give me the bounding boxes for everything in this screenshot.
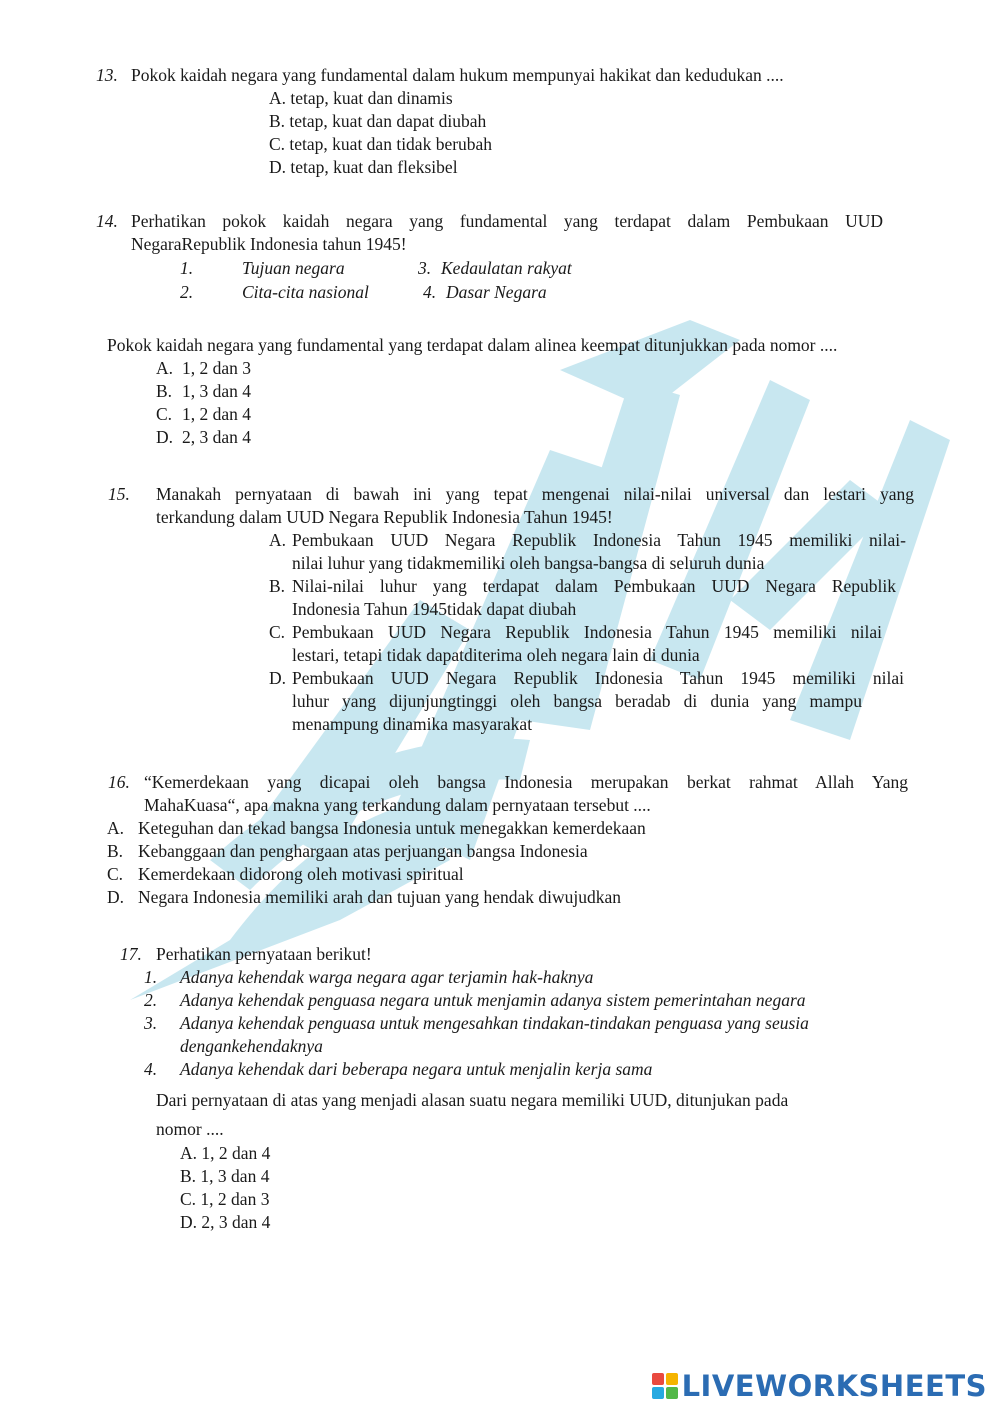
q15-text-line1: Manakah pernyataan di bawah ini yang tepat mengenai nilai-nilai universal dan lestari yang bbox=[156, 484, 914, 504]
q14-item-num: 3. bbox=[418, 258, 432, 278]
q17-option-a[interactable]: A. 1, 2 dan 4 bbox=[180, 1143, 271, 1163]
q16-text-line1: “Kemerdekaan yang dicapai oleh bangsa Indonesia merupakan berkat rahmat Allah Yang bbox=[144, 772, 908, 792]
q16-option-letter[interactable]: D. bbox=[107, 887, 125, 907]
q17-item-text-cont: dengankehendaknya bbox=[180, 1036, 323, 1056]
q16-option-letter[interactable]: A. bbox=[107, 818, 125, 838]
q16-option-text[interactable]: Negara Indonesia memiliki arah dan tujuan yang hendak diwujudkan bbox=[138, 887, 622, 907]
q17-option-c[interactable]: C. 1, 2 dan 3 bbox=[180, 1189, 270, 1209]
q17-item-text: Adanya kehendak dari beberapa negara untuk menjalin kerja sama bbox=[180, 1059, 653, 1079]
q14-option-letter[interactable]: B. bbox=[156, 381, 173, 401]
q17-item-num: 1. bbox=[144, 967, 158, 987]
q16-option-letter[interactable]: C. bbox=[107, 864, 124, 884]
q16-text-line2: MahaKuasa“, apa makna yang terkandung dalam pernyataan tersebut .... bbox=[144, 795, 651, 815]
q15-option-text[interactable]: lestari, tetapi tidak dapatditerima oleh negara lain di dunia bbox=[292, 645, 700, 665]
q13-text: Pokok kaidah negara yang fundamental dalam hukum mempunyai hakikat dan kedudukan .... bbox=[131, 65, 784, 85]
q14-option-text[interactable]: 2, 3 dan 4 bbox=[182, 427, 252, 447]
q17-question-line2: nomor .... bbox=[156, 1119, 224, 1139]
q16-option-letter[interactable]: B. bbox=[107, 841, 124, 861]
q14-item-num: 4. bbox=[423, 282, 437, 302]
q17-item-num: 4. bbox=[144, 1059, 158, 1079]
q16-option-text[interactable]: Keteguhan dan tekad bangsa Indonesia untuk menegakkan kemerdekaan bbox=[138, 818, 646, 838]
q14-number: 14. bbox=[96, 211, 118, 231]
q14-option-letter[interactable]: D. bbox=[156, 427, 174, 447]
q17-text: Perhatikan pernyataan berikut! bbox=[156, 944, 372, 964]
q15-option-text[interactable]: menampung dinamika masyarakat bbox=[292, 714, 533, 734]
q15-option-letter[interactable]: D. bbox=[269, 668, 287, 688]
q16-option-text[interactable]: Kebanggaan dan penghargaan atas perjuangan bangsa Indonesia bbox=[138, 841, 588, 861]
q14-item-num: 2. bbox=[180, 282, 194, 302]
q16-number: 16. bbox=[108, 772, 130, 792]
q17-item-text: Adanya kehendak penguasa untuk mengesahkan tindakan-tindakan penguasa yang seusia bbox=[180, 1013, 809, 1033]
liveworksheets-icon bbox=[652, 1373, 678, 1399]
q17-option-d[interactable]: D. 2, 3 dan 4 bbox=[180, 1212, 271, 1232]
q15-option-text[interactable]: Nilai-nilai luhur yang terdapat dalam Pembukaan UUD Negara Republik bbox=[292, 576, 896, 596]
q14-option-text[interactable]: 1, 2 dan 4 bbox=[182, 404, 252, 424]
q15-option-letter[interactable]: C. bbox=[269, 622, 286, 642]
q15-option-letter[interactable]: A. bbox=[269, 530, 287, 550]
q15-option-letter[interactable]: B. bbox=[269, 576, 286, 596]
q14-item-text: Tujuan negara bbox=[242, 258, 345, 278]
q17-question-line1: Dari pernyataan di atas yang menjadi alasan suatu negara memiliki UUD, ditunjukan pada bbox=[156, 1090, 789, 1110]
q14-option-text[interactable]: 1, 3 dan 4 bbox=[182, 381, 252, 401]
q14-option-letter[interactable]: A. bbox=[156, 358, 174, 378]
q15-option-text[interactable]: Pembukaan UUD Negara Republik Indonesia Tahun 1945 memiliki nilai- bbox=[292, 530, 906, 550]
q17-item-text: Adanya kehendak warga negara agar terjamin hak-haknya bbox=[180, 967, 594, 987]
q15-option-text[interactable]: Pembukaan UUD Negara Republik Indonesia Tahun 1945 memiliki nilai bbox=[292, 622, 882, 642]
q15-option-text[interactable]: luhur yang dijunjungtinggi oleh bangsa beradab di dunia yang mampu bbox=[292, 691, 862, 711]
q16-option-text[interactable]: Kemerdekaan didorong oleh motivasi spiritual bbox=[138, 864, 464, 884]
q15-option-text[interactable]: Indonesia Tahun 1945tidak dapat diubah bbox=[292, 599, 577, 619]
q15-option-text[interactable]: Pembukaan UUD Negara Republik Indonesia Tahun 1945 memiliki nilai bbox=[292, 668, 904, 688]
q14-text-line2: NegaraRepublik Indonesia tahun 1945! bbox=[131, 234, 407, 254]
q17-option-b[interactable]: B. 1, 3 dan 4 bbox=[180, 1166, 270, 1186]
q14-question: Pokok kaidah negara yang fundamental yang terdapat dalam alinea keempat ditunjukkan pada nomor .... bbox=[107, 335, 838, 355]
q13-number: 13. bbox=[96, 65, 118, 85]
q14-text-line1: Perhatikan pokok kaidah negara yang fundamental yang terdapat dalam Pembukaan UUD bbox=[131, 211, 883, 231]
q14-option-text[interactable]: 1, 2 dan 3 bbox=[182, 358, 252, 378]
q14-item-num: 1. bbox=[180, 258, 194, 278]
q15-number: 15. bbox=[108, 484, 130, 504]
q13-option-c[interactable]: C. tetap, kuat dan tidak berubah bbox=[269, 134, 493, 154]
q14-item-text: Dasar Negara bbox=[446, 282, 547, 302]
liveworksheets-logo[interactable] bbox=[652, 1368, 987, 1403]
q17-item-text: Adanya kehendak penguasa negara untuk menjamin adanya sistem pemerintahan negara bbox=[180, 990, 806, 1010]
q14-item-text: Kedaulatan rakyat bbox=[441, 258, 572, 278]
q15-text-line2: terkandung dalam UUD Negara Republik Indonesia Tahun 1945! bbox=[156, 507, 613, 527]
q14-option-letter[interactable]: C. bbox=[156, 404, 173, 424]
q13-option-a[interactable]: A. tetap, kuat dan dinamis bbox=[269, 88, 453, 108]
q13-option-d[interactable]: D. tetap, kuat dan fleksibel bbox=[269, 157, 458, 177]
q14-item-text: Cita-cita nasional bbox=[242, 282, 369, 302]
q17-item-num: 2. bbox=[144, 990, 158, 1010]
q17-number: 17. bbox=[120, 944, 142, 964]
q15-option-text[interactable]: nilai luhur yang tidakmemiliki oleh bangsa-bangsa di seluruh dunia bbox=[292, 553, 765, 573]
q13-option-b[interactable]: B. tetap, kuat dan dapat diubah bbox=[269, 111, 487, 131]
liveworksheets-brand-text: LIVEWORKSHEETS bbox=[681, 1368, 987, 1403]
q17-item-num: 3. bbox=[144, 1013, 158, 1033]
